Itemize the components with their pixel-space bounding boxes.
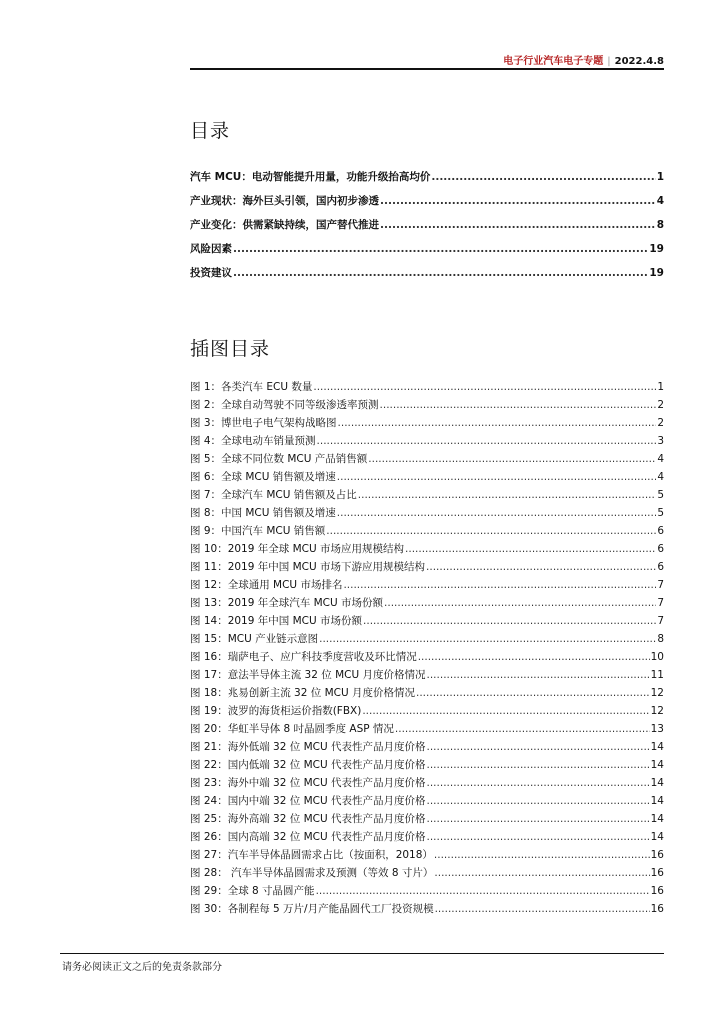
figure-entry-page: 2 [657, 417, 664, 429]
report-date: 2022.4.8 [614, 56, 664, 67]
figure-entry-title: 图 19：波罗的海货柜运价指数(FBX) [190, 705, 362, 717]
figure-entry-page: 7 [657, 615, 664, 627]
figure-entry[interactable] [190, 651, 664, 664]
figure-entry[interactable] [190, 579, 664, 592]
figure-entry-page: 4 [657, 471, 664, 483]
dot-leader [395, 723, 650, 736]
dot-leader [338, 417, 657, 430]
figure-entry[interactable] [190, 597, 664, 610]
dot-leader [427, 741, 650, 754]
dot-leader [317, 435, 657, 448]
dot-leader [427, 795, 650, 808]
toc-entry[interactable] [190, 266, 664, 280]
figure-entry[interactable] [190, 435, 664, 448]
figures-title: 插图目录 [190, 338, 271, 360]
figure-entry-page: 14 [650, 795, 664, 807]
figure-entry-page: 14 [650, 741, 664, 753]
figure-entry-page: 13 [650, 723, 664, 735]
figure-entry[interactable] [190, 615, 664, 628]
figure-entry-title: 图 3：博世电子电气架构战略图 [190, 417, 337, 429]
figure-entry-page: 16 [650, 903, 664, 915]
toc-title: 目录 [190, 120, 231, 142]
dot-leader [337, 471, 657, 484]
figure-entry-title: 图 9：中国汽车 MCU 销售额 [190, 525, 326, 537]
figure-entry-title: 图 23：海外中端 32 位 MCU 代表性产品月度价格 [190, 777, 426, 789]
dot-leader [313, 381, 656, 394]
figure-entry-title: 图 18：兆易创新主流 32 位 MCU 月度价格情况 [190, 687, 415, 699]
figure-entry[interactable] [190, 669, 664, 682]
report-label: 电子行业汽车电子专题 [503, 56, 604, 67]
figure-entry[interactable] [190, 489, 664, 502]
figure-entry-page: 14 [650, 759, 664, 771]
figure-entry[interactable] [190, 525, 664, 538]
dot-leader [416, 687, 650, 700]
figure-entry-page: 16 [650, 885, 664, 897]
figure-entry-title: 图 8：中国 MCU 销售额及增速 [190, 507, 336, 519]
toc-entry-page: 4 [656, 195, 664, 207]
toc-entry-title: 投资建议 [190, 267, 232, 279]
figure-entry[interactable] [190, 813, 664, 826]
figure-entry-page: 14 [650, 831, 664, 843]
toc-entry-title: 产业变化：供需紧缺持续，国产替代推进 [190, 219, 379, 231]
figure-entry[interactable] [190, 399, 664, 412]
dot-leader [380, 218, 656, 232]
figure-entry-title: 图 28： 汽车半导体晶圆需求及预测（等效 8 寸片） [190, 867, 434, 879]
dot-leader [418, 651, 650, 664]
figure-entry[interactable] [190, 543, 664, 556]
figure-entry-page: 3 [657, 435, 664, 447]
figure-entry[interactable] [190, 417, 664, 430]
dot-leader [427, 669, 650, 682]
figure-entry-page: 14 [650, 813, 664, 825]
figure-entry-title: 图 2：全球自动驾驶不同等级渗透率预测 [190, 399, 379, 411]
figure-entry[interactable] [190, 507, 664, 520]
dot-leader [233, 242, 648, 256]
figure-entry-page: 5 [657, 507, 664, 519]
figure-entry-page: 5 [657, 489, 664, 501]
dot-leader [363, 615, 656, 628]
dot-leader [435, 903, 650, 916]
figure-entry-title: 图 12：全球通用 MCU 市场排名 [190, 579, 343, 591]
figure-entry-title: 图 17：意法半导体主流 32 位 MCU 月度价格情况 [190, 669, 426, 681]
figure-entry-page: 6 [657, 561, 664, 573]
figure-entry-title: 图 27：汽车半导体晶圆需求占比（按面积，2018） [190, 849, 433, 861]
figure-entry-title: 图 6：全球 MCU 销售额及增速 [190, 471, 336, 483]
figure-entry-page: 12 [650, 705, 664, 717]
figure-entry[interactable] [190, 777, 664, 790]
figure-entry-page: 10 [650, 651, 664, 663]
toc-entry-page: 19 [649, 267, 664, 279]
figure-entry[interactable] [190, 453, 664, 466]
figure-entry-title: 图 20：华虹半导体 8 吋晶圆季度 ASP 情况 [190, 723, 394, 735]
report-header [503, 52, 664, 67]
figure-entry-title: 图 21：海外低端 32 位 MCU 代表性产品月度价格 [190, 741, 426, 753]
dot-leader [427, 777, 650, 790]
dot-leader [316, 885, 650, 898]
figure-entry[interactable] [190, 687, 664, 700]
figure-entry-page: 1 [657, 381, 664, 393]
figure-entry[interactable] [190, 741, 664, 754]
figure-entry-title: 图 5：全球不同位数 MCU 产品销售额 [190, 453, 368, 465]
toc-entry-title: 风险因素 [190, 243, 232, 255]
figure-entry[interactable] [190, 381, 664, 394]
dot-leader [319, 633, 656, 646]
dot-leader [405, 543, 656, 556]
figure-entry[interactable] [190, 723, 664, 736]
dot-leader [343, 579, 656, 592]
figure-entry-title: 图 29：全球 8 寸晶圆产能 [190, 885, 315, 897]
figure-entry-title: 图 25：海外高端 32 位 MCU 代表性产品月度价格 [190, 813, 426, 825]
toc-entry-page: 19 [649, 243, 664, 255]
figure-entry-title: 图 22：国内低端 32 位 MCU 代表性产品月度价格 [190, 759, 426, 771]
dot-leader [358, 489, 657, 502]
figure-entry[interactable] [190, 759, 664, 772]
figure-entry-title: 图 13：2019 年全球汽车 MCU 市场份额 [190, 597, 384, 609]
toc-entry[interactable] [190, 218, 664, 232]
figure-entry-title: 图 30：各制程每 5 万片/月产能晶圆代工厂投资规模 [190, 903, 434, 915]
dot-leader [434, 849, 650, 862]
figure-entry[interactable] [190, 561, 664, 574]
dot-leader [427, 759, 650, 772]
figure-entry-page: 14 [650, 777, 664, 789]
dot-leader [337, 507, 657, 520]
header-rule [190, 68, 664, 70]
figure-entry[interactable] [190, 849, 664, 862]
figure-entry-page: 8 [657, 633, 664, 645]
dot-leader [326, 525, 656, 538]
figure-entry[interactable] [190, 885, 664, 898]
toc-entry-page: 8 [656, 219, 664, 231]
dot-leader [362, 705, 649, 718]
dot-leader [233, 266, 648, 280]
figure-entry[interactable] [190, 867, 664, 880]
dot-leader [426, 561, 656, 574]
dot-leader [368, 453, 656, 466]
figure-entry-title: 图 16：瑞萨电子、应广科技季度营收及环比情况 [190, 651, 417, 663]
figure-entry-page: 6 [657, 525, 664, 537]
figure-entry-page: 2 [657, 399, 664, 411]
dot-leader [431, 170, 655, 184]
figure-entry-title: 图 15：MCU 产业链示意图 [190, 633, 319, 645]
figure-entry[interactable] [190, 903, 664, 916]
figure-entry[interactable] [190, 705, 664, 718]
dot-leader [427, 831, 650, 844]
toc-entry-title: 汽车 MCU：电动智能提升用量，功能升级抬高均价 [190, 171, 431, 183]
figure-entry-title: 图 11：2019 年中国 MCU 市场下游应用规模结构 [190, 561, 426, 573]
figure-entry-title: 图 10：2019 年全球 MCU 市场应用规模结构 [190, 543, 405, 555]
figure-entry[interactable] [190, 795, 664, 808]
figure-entry-page: 16 [650, 867, 664, 879]
figure-entry-title: 图 26：国内高端 32 位 MCU 代表性产品月度价格 [190, 831, 426, 843]
toc-entry[interactable] [190, 194, 664, 208]
footer-disclaimer: 请务必阅读正文之后的免责条款部分 [62, 962, 222, 973]
toc-entry[interactable] [190, 170, 664, 184]
figure-entry-page: 16 [650, 849, 664, 861]
dot-leader [384, 597, 656, 610]
figure-entry-page: 12 [650, 687, 664, 699]
figure-entry[interactable] [190, 831, 664, 844]
dot-leader [380, 194, 656, 208]
footer-rule [60, 953, 664, 954]
figure-entry-page: 6 [657, 543, 664, 555]
figure-entry-title: 图 7：全球汽车 MCU 销售额及占比 [190, 489, 357, 501]
header-separator: | [607, 56, 611, 67]
dot-leader [427, 813, 650, 826]
figure-entry[interactable] [190, 471, 664, 484]
dot-leader [380, 399, 657, 412]
figure-entry-title: 图 1：各类汽车 ECU 数量 [190, 381, 313, 393]
toc-entry-title: 产业现状：海外巨头引领，国内初步渗透 [190, 195, 379, 207]
figure-entry-page: 7 [657, 579, 664, 591]
toc-entry-page: 1 [656, 171, 664, 183]
dot-leader [434, 867, 649, 880]
figure-entry-title: 图 24：国内中端 32 位 MCU 代表性产品月度价格 [190, 795, 426, 807]
figure-entry-page: 7 [657, 597, 664, 609]
figure-entry-title: 图 14：2019 年中国 MCU 市场份额 [190, 615, 363, 627]
toc-entry[interactable] [190, 242, 664, 256]
figure-entry-title: 图 4：全球电动车销量预测 [190, 435, 316, 447]
figure-entry[interactable] [190, 633, 664, 646]
figure-entry-page: 11 [650, 669, 664, 681]
figure-entry-page: 4 [657, 453, 664, 465]
